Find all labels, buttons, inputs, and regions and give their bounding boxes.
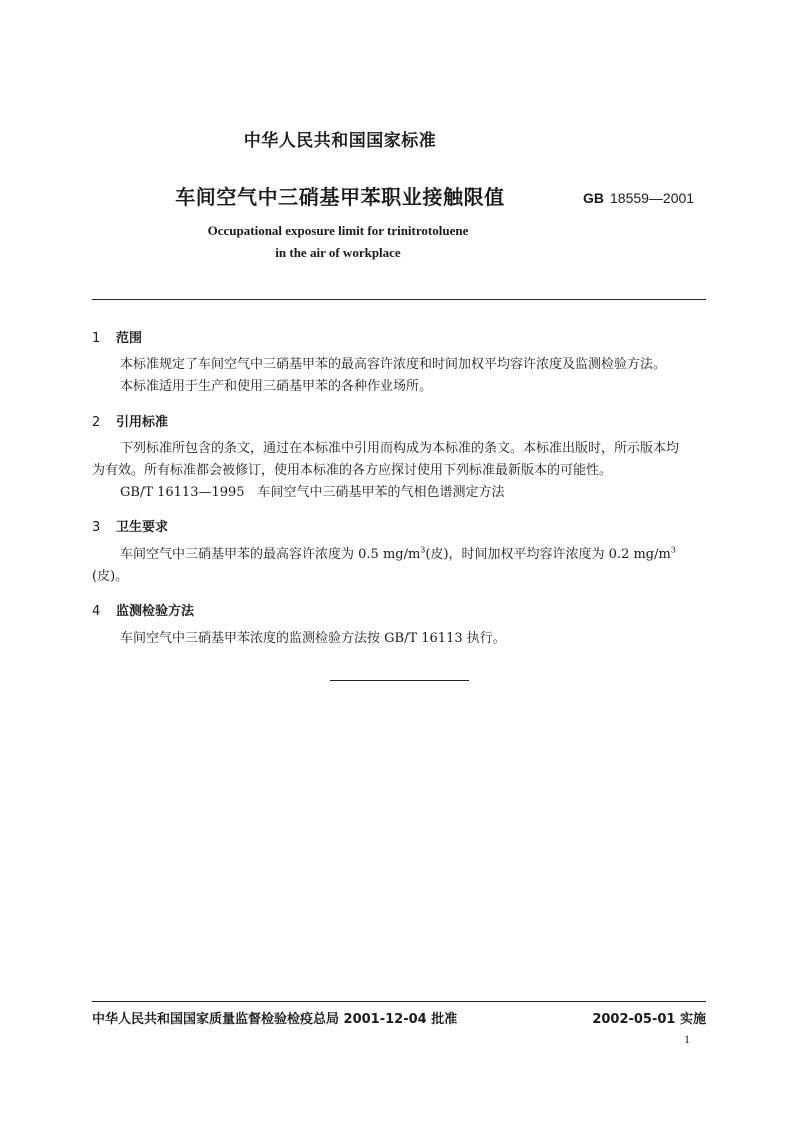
section-number: 3 xyxy=(92,520,101,535)
paragraph: 下列标准所包含的条文，通过在本标准中引用而构成为本标准的条文。本标准出版时，所示版本均 xyxy=(120,441,680,456)
section-heading-health-requirements xyxy=(92,516,168,535)
paragraph: 车间空气中三硝基甲苯浓度的监测检验方法按 GB/T 16113 执行。 xyxy=(120,631,506,646)
reference-item: GB/T 16113—1995 车间空气中三硝基甲苯的气相色谱测定方法 xyxy=(120,485,505,500)
superscript: 3 xyxy=(670,545,676,555)
superscript: 3 xyxy=(420,545,426,555)
section-title: 卫生要求 xyxy=(116,520,169,535)
paragraph: 本标准适用于生产和使用三硝基甲苯的各种作业场所。 xyxy=(120,379,433,394)
end-of-text-rule xyxy=(330,680,469,681)
section-heading-monitoring-methods xyxy=(92,600,194,619)
paragraph: (皮)。 xyxy=(92,569,129,584)
paragraph: 为有效。所有标准都会被修订，使用本标准的各方应探讨使用下列标准最新版本的可能性。 xyxy=(92,463,613,478)
paragraph-text: (皮)，时间加权平均容许浓度为 0.2 mg/m xyxy=(425,547,671,562)
section-number: 1 xyxy=(92,331,101,346)
paragraph xyxy=(120,544,676,566)
section-title: 监测检验方法 xyxy=(116,604,195,619)
effective-date: 2002-05-01 实施 xyxy=(592,1012,706,1027)
standard-code xyxy=(583,190,694,206)
section-number: 4 xyxy=(92,604,101,619)
footer-divider xyxy=(92,1001,706,1002)
section-title: 范围 xyxy=(116,331,143,346)
paragraph: 本标准规定了车间空气中三硝基甲苯的最高容许浓度和时间加权平均容许浓度及监测检验方法。 xyxy=(120,357,667,372)
standard-prefix: GB xyxy=(583,190,604,206)
section-number: 2 xyxy=(92,415,101,430)
document-title-cn: 车间空气中三硝基甲苯职业接触限值 xyxy=(175,185,505,209)
section-heading-scope xyxy=(92,327,142,346)
page-number: 1 xyxy=(684,1032,690,1046)
national-standard-label: 中华人民共和国国家标准 xyxy=(243,131,437,151)
section-heading-references xyxy=(92,411,168,430)
document-title-en-line2: in the air of workplace xyxy=(275,245,401,260)
section-title: 引用标准 xyxy=(116,415,169,430)
standard-number: 18559—2001 xyxy=(610,190,695,206)
header-divider xyxy=(92,299,706,300)
document-title-en-line1: Occupational exposure limit for trinitrotoluene xyxy=(207,223,469,238)
paragraph-text: 车间空气中三硝基甲苯的最高容许浓度为 0.5 mg/m xyxy=(120,547,421,562)
approval-statement: 中华人民共和国国家质量监督检验检疫总局 2001-12-04 批准 xyxy=(92,1012,458,1027)
